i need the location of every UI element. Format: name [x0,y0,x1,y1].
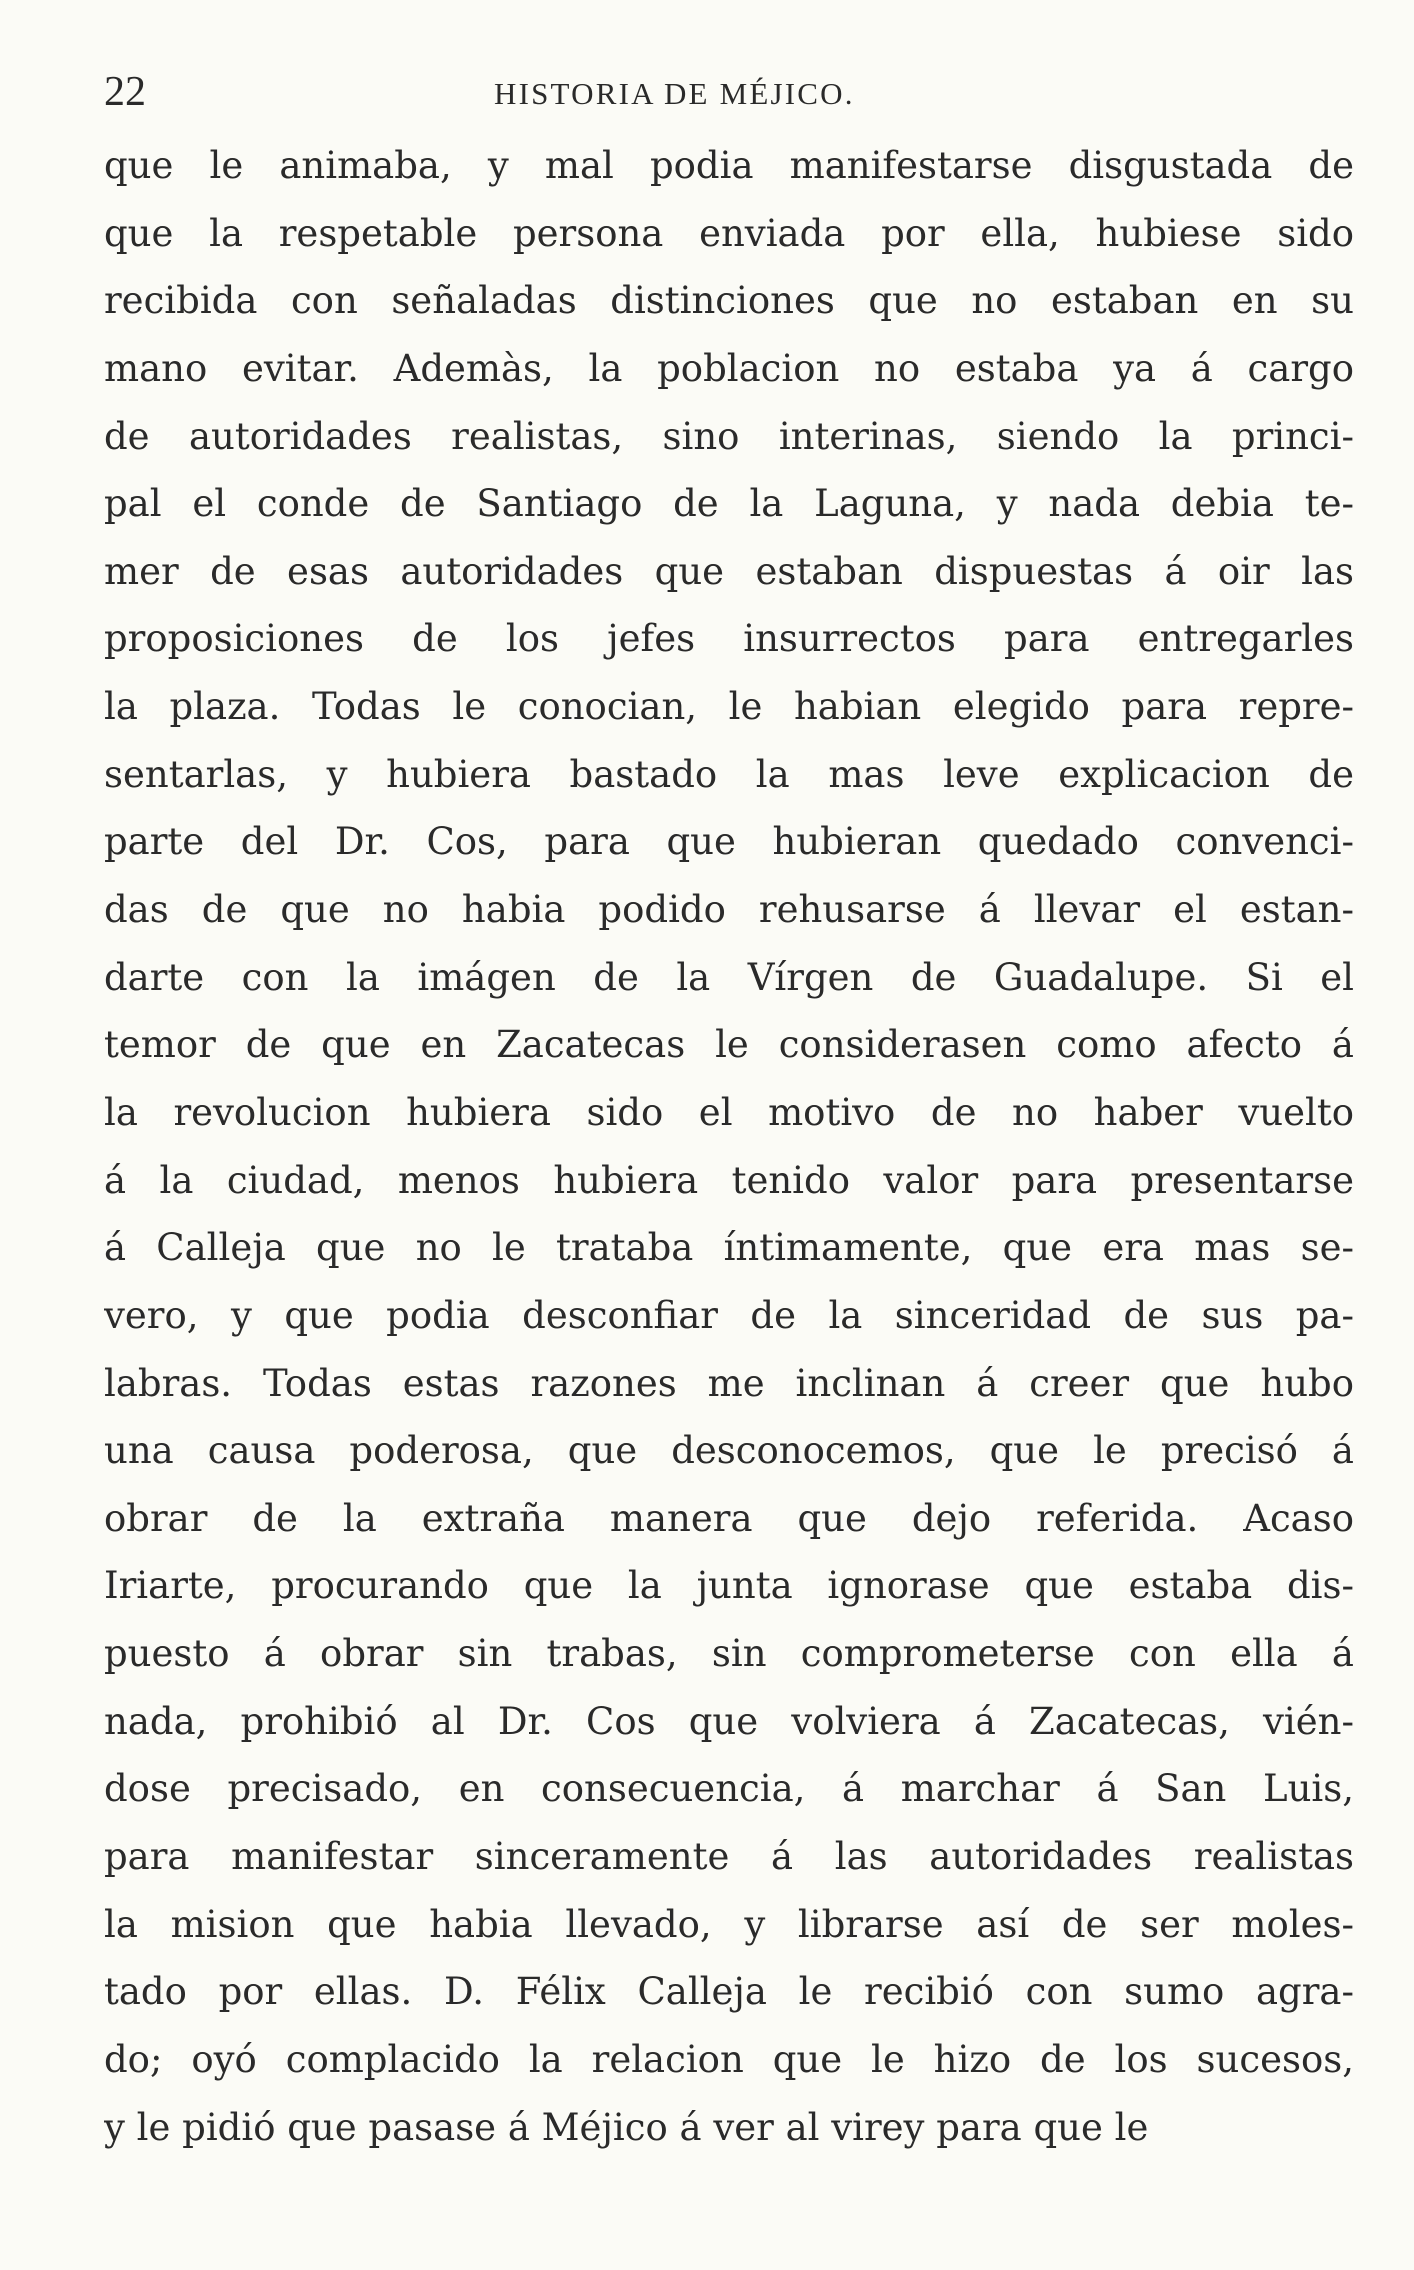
text-line: á la ciudad, menos hubiera tenido valor para presentarse [104,1158,1354,1202]
text-line: la mision que habia llevado, y librarse así de ser moles- [104,1902,1354,1946]
text-line: que le animaba, y mal podia manifestarse disgustada de [104,144,1354,187]
text-line: darte con la imágen de la Vírgen de Guadalupe. Si el [104,955,1354,999]
text-line: mer de esas autoridades que estaban dispuestas á oir las [104,549,1354,593]
text-line: labras. Todas estas razones me inclinan á creer que hubo [104,1361,1354,1405]
text-line: das de que no habia podido rehusarse á llevar el estan- [104,888,1354,932]
text-line: y le pidió que pasase á Méjico á ver al virey para que le [104,2105,1149,2149]
text-line: de autoridades realistas, sino interinas, siendo la princi- [104,414,1354,458]
text-line: Iriarte, procurando que la junta ignorase que estaba dis- [104,1564,1354,1608]
page-header [104,62,1344,122]
text-line: nada, prohibió al Dr. Cos que volviera á Zacatecas, vién- [104,1699,1354,1743]
text-line: vero, y que podia desconfiar de la sinceridad de sus pa- [104,1293,1354,1337]
text-line: que la respetable persona enviada por ella, hubiese sido [104,211,1354,255]
text-line: parte del Dr. Cos, para que hubieran quedado convenci- [104,820,1354,864]
text-line: la revolucion hubiera sido el motivo de no haber vuelto [104,1090,1354,1134]
text-line: la plaza. Todas le conocian, le habian elegido para repre- [104,685,1354,729]
text-line: proposiciones de los jefes insurrectos para entregarles [104,617,1354,661]
text-line: temor de que en Zacatecas le considerasen como afecto á [104,1023,1354,1067]
page-number: 22 [104,69,146,115]
text-line: obrar de la extraña manera que dejo referida. Acaso [104,1496,1354,1540]
text-line: una causa poderosa, que desconocemos, que le precisó á [104,1429,1354,1473]
text-line: recibida con señaladas distinciones que no estaban en su [104,279,1354,323]
body-text [104,132,1354,2161]
text-line: para manifestar sinceramente á las autoridades realistas [104,1835,1354,1879]
text-line: tado por ellas. D. Félix Calleja le recibió con sumo agra- [104,1970,1354,2014]
text-line: puesto á obrar sin trabas, sin comprometerse con ella á [104,1632,1354,1676]
text-line: sentarlas, y hubiera bastado la mas leve explicacion de [104,752,1354,796]
text-line: do; oyó complacido la relacion que le hizo de los sucesos, [104,2037,1354,2081]
text-line: á Calleja que no le trataba íntimamente, que era mas se- [104,1226,1354,1270]
text-line: pal el conde de Santiago de la Laguna, y nada debia te- [104,482,1354,526]
text-line: dose precisado, en consecuencia, á marchar á San Luis, [104,1767,1354,1811]
text-line: mano evitar. Ademàs, la poblacion no estaba ya á cargo [104,346,1354,390]
running-title: HISTORIA DE MÉJICO. [494,76,855,111]
